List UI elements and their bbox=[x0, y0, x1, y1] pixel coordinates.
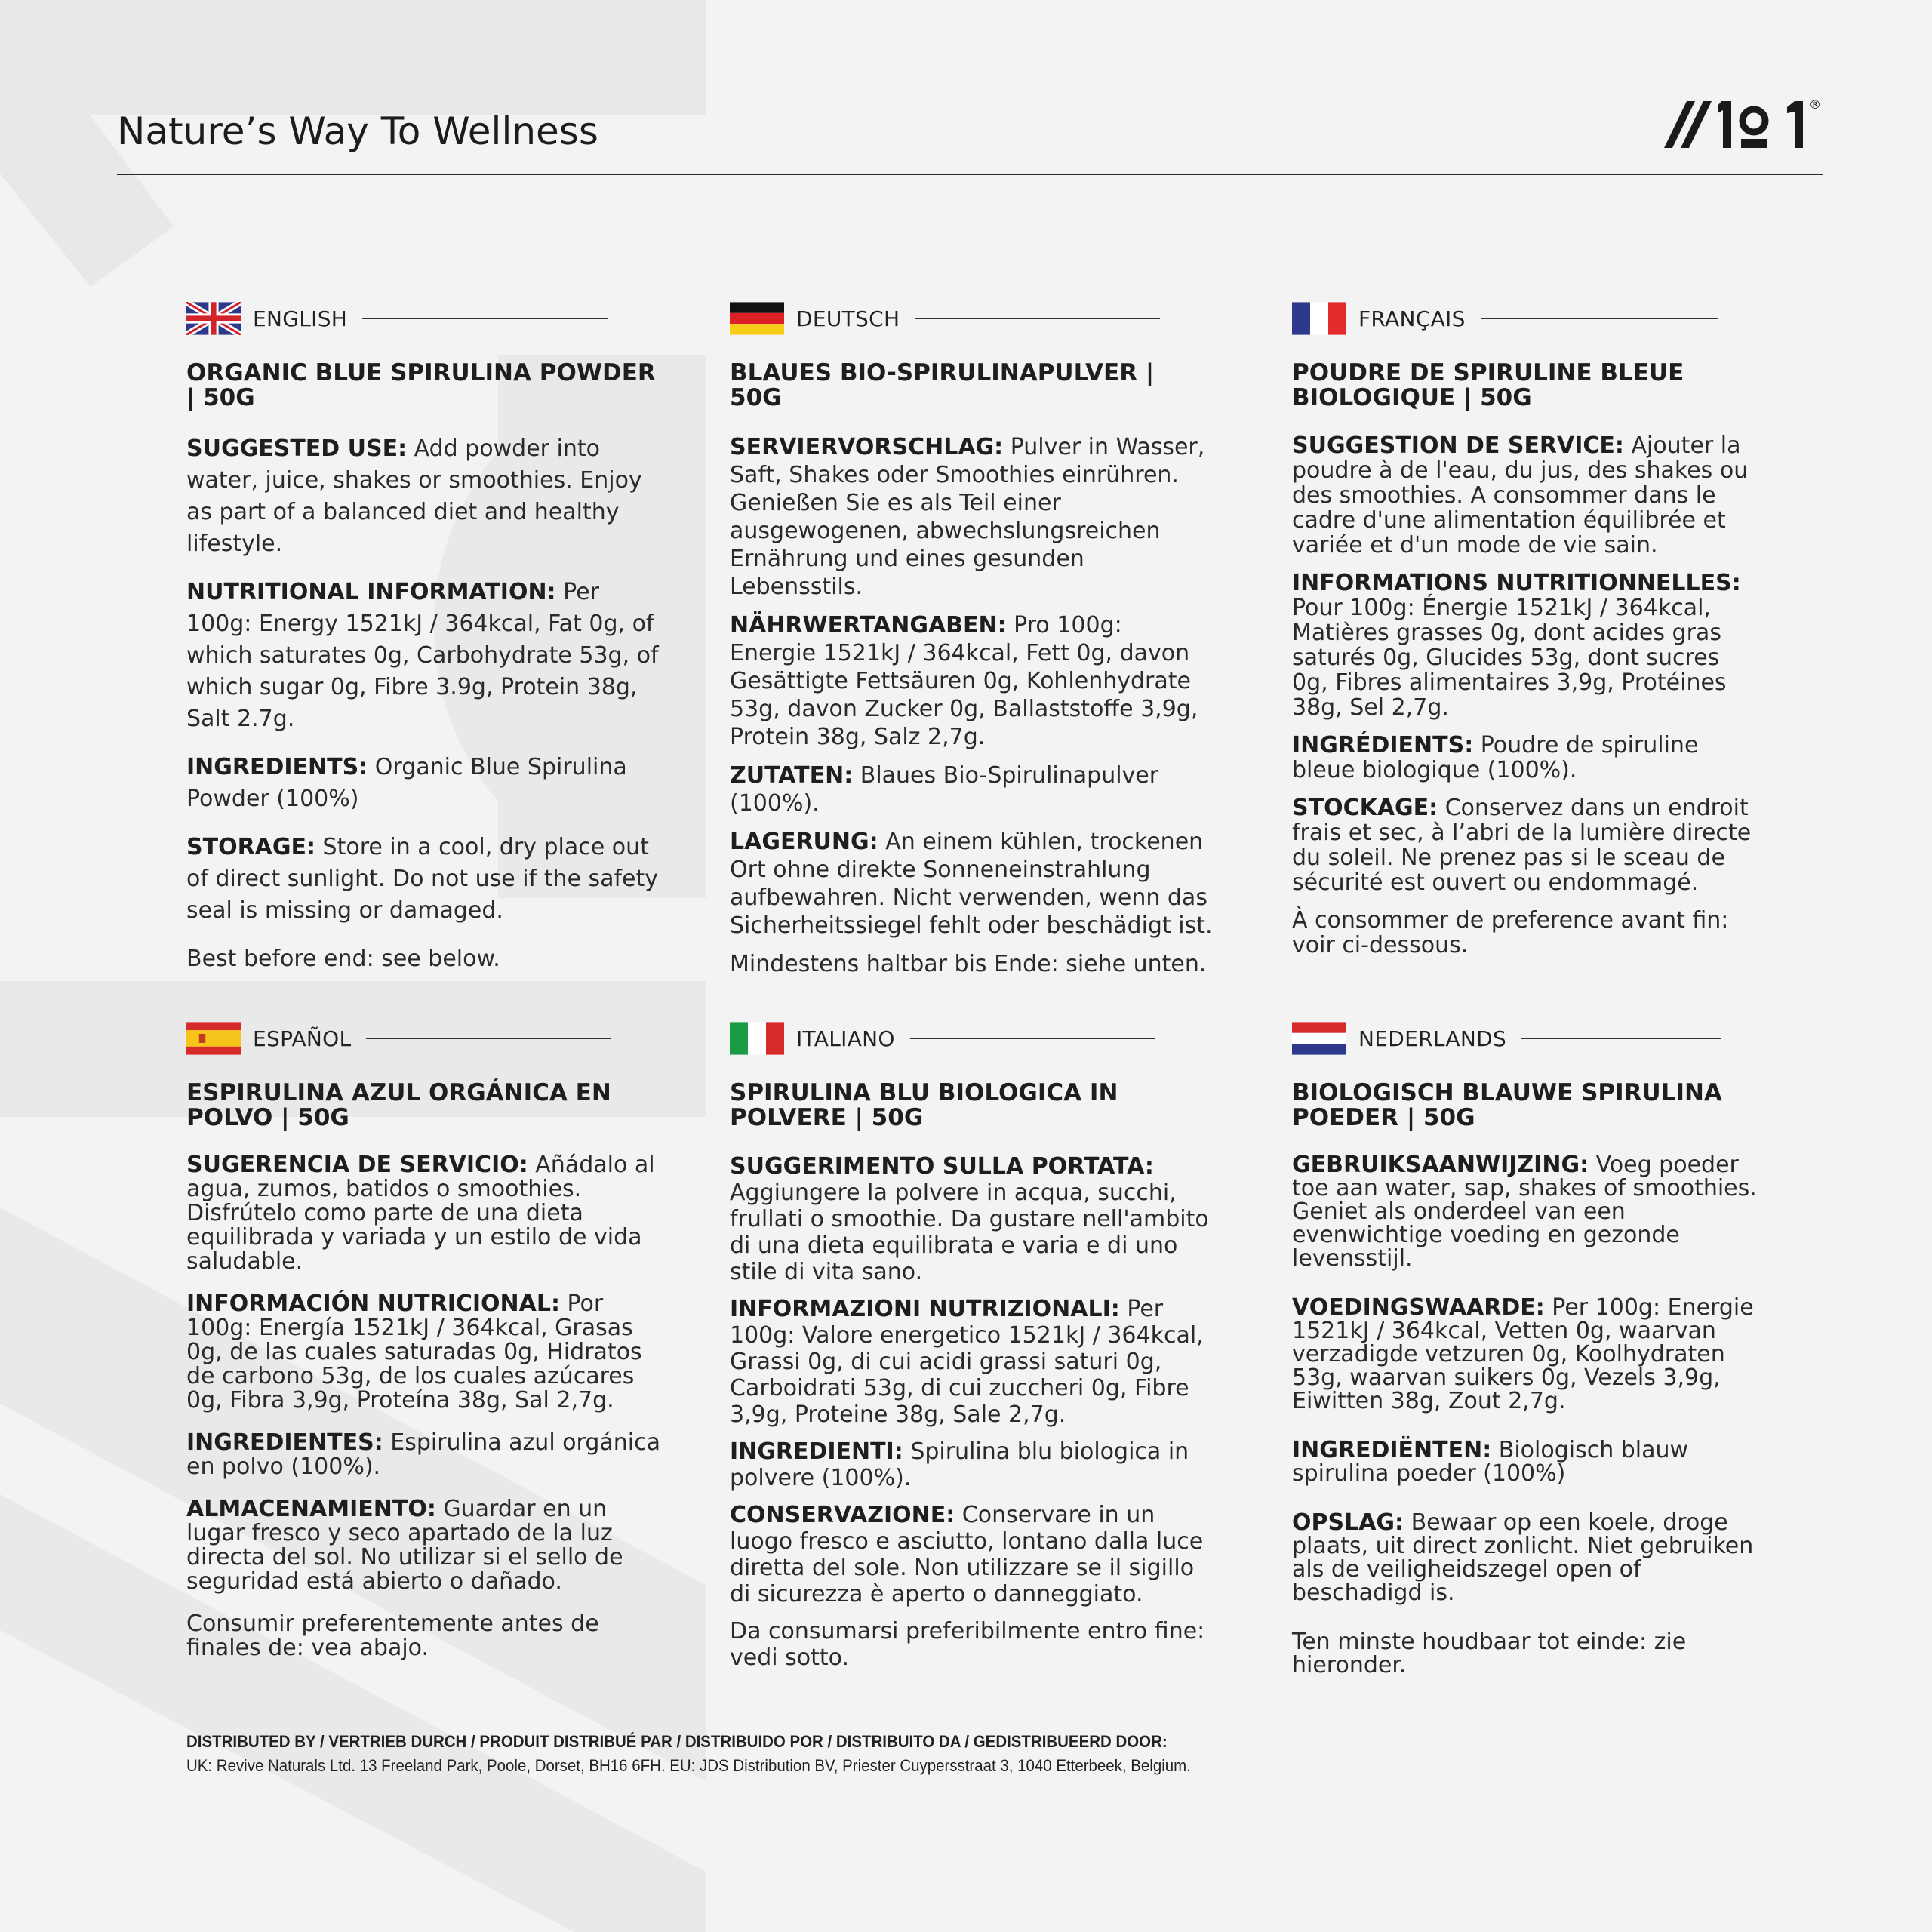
panel-italiano bbox=[730, 1020, 1213, 1687]
ingredients: INGREDIËNTEN: Biologisch blauw spirulina poeder (100%) bbox=[1292, 1437, 1689, 1487]
product-title: POUDRE DE SPIRULINE BLEUE BIOLOGIQUE | 50G bbox=[1292, 359, 1684, 411]
registered-mark: ® bbox=[1809, 97, 1821, 112]
best-before: Best before end: see below. bbox=[186, 946, 500, 972]
language-name: NEDERLANDS bbox=[1358, 1026, 1507, 1051]
language-divider bbox=[910, 1038, 1155, 1039]
storage: STOCKAGE: Conservez dans un endroit frais et sec, à l’abri de la lumière directe du soleil. Ne prenez pas si le sceau de sécurité est ouvert ou endommagé. bbox=[1292, 795, 1752, 896]
storage: LAGERUNG: An einem kühlen, trockenen Ort ohne direkte Sonneneinstrahlung aufbewahren. Nicht verwenden, wenn das Sicherheitssiegel fehlt oder beschädigt ist. bbox=[730, 829, 1213, 939]
product-title: ESPIRULINA AZUL ORGÁNICA EN POLVO | 50G bbox=[186, 1079, 611, 1131]
france-flag-icon bbox=[1292, 302, 1346, 335]
spain-flag-icon bbox=[186, 1022, 241, 1055]
language-header bbox=[730, 300, 1213, 337]
language-name: ENGLISH bbox=[253, 306, 348, 331]
storage: OPSLAG: Bewaar op een koele, droge plaats, uit direct zonlicht. Niet gebruiken als de veiligheidszegel open of beschadigd is. bbox=[1292, 1509, 1754, 1606]
ingredients: INGREDIENTI: Spirulina blu biologica in polvere (100%). bbox=[730, 1438, 1189, 1491]
distribution-info bbox=[186, 1730, 1191, 1778]
page-title: Nature’s Way To Wellness bbox=[117, 109, 598, 153]
best-before: Ten minste houdbaar tot einde: zie hieronder. bbox=[1292, 1629, 1687, 1678]
distribution-address: UK: Revive Naturals Ltd. 13 Freeland Park, Poole, Dorset, BH16 6FH. EU: JDS Distribution BV, Priester Cuypersstraat 3, 1040 Etterbeek, Belgium. bbox=[186, 1756, 1191, 1775]
panel-francais bbox=[1292, 300, 1752, 974]
panel-english bbox=[186, 300, 662, 992]
ingredients: INGRÉDIENTS: Poudre de spiruline bleue biologique (100%). bbox=[1292, 732, 1699, 783]
header-divider bbox=[117, 174, 1823, 175]
product-title: ORGANIC BLUE SPIRULINA POWDER | 50G bbox=[186, 359, 656, 411]
language-divider bbox=[915, 318, 1160, 319]
product-title: BIOLOGISCH BLAUWE SPIRULINA POEDER | 50G bbox=[1292, 1079, 1722, 1131]
best-before: Mindestens haltbar bis Ende: siehe unten. bbox=[730, 951, 1207, 977]
best-before: Consumir preferentemente antes de finales de: vea abajo. bbox=[186, 1611, 599, 1661]
distribution-heading: DISTRIBUTED BY / VERTRIEB DURCH / PRODUIT DISTRIBUÉ PAR / DISTRIBUIDO POR / DISTRIBUITO DA / GEDISTRIBUEERD DOOR: bbox=[186, 1732, 1168, 1751]
suggested-use: SUGERENCIA DE SERVICIO: Añádalo al agua, zumos, batidos o smoothies. Disfrútelo como parte de una dieta equilibrada y variada y un estilo de vida saludable. bbox=[186, 1152, 655, 1275]
panel-deutsch bbox=[730, 300, 1213, 995]
suggested-use: SERVIERVORSCHLAG: Pulver in Wasser, Saft, Shakes oder Smoothies einrühren. Genießen Sie es als Teil einer ausgewogenen, abwechslungsreichen Ernährung und eines gesunden Lebensstils. bbox=[730, 434, 1205, 600]
nutritional-info: INFORMACIÓN NUTRICIONAL: Por 100g: Energía 1521kJ / 364kcal, Grasas 0g, de las cuales saturadas 0g, Hidratos de carbono 53g, de los cuales azúcares 0g, Fibra 3,9g, Proteína 38g, Sal 2,7g. bbox=[186, 1291, 642, 1414]
netherlands-flag-icon bbox=[1292, 1022, 1346, 1055]
language-divider bbox=[1481, 318, 1718, 319]
suggested-use: SUGGERIMENTO SULLA PORTATA: Aggiungere la polvere in acqua, succhi, frullati o smoothie. Da gustare nell'ambito di una dieta equilibrata e varia e di uno stile di vita sano. bbox=[730, 1153, 1209, 1285]
language-divider bbox=[366, 1038, 611, 1039]
uk-flag-icon bbox=[186, 302, 241, 335]
suggested-use: SUGGESTED USE: Add powder into water, juice, shakes or smoothies. Enjoy as part of a balanced diet and healthy lifestyle. bbox=[186, 435, 642, 557]
brand-logo bbox=[1664, 97, 1823, 151]
language-header bbox=[1292, 300, 1752, 337]
italy-flag-icon bbox=[730, 1022, 784, 1055]
storage: ALMACENAMIENTO: Guardar en un lugar fresco y seco apartado de la luz directa del sol. No utilizar si el sello de seguridad está abierto o dañado. bbox=[186, 1496, 623, 1595]
language-name: ESPAÑOL bbox=[253, 1026, 352, 1051]
product-title: SPIRULINA BLU BIOLOGICA IN POLVERE | 50G bbox=[730, 1079, 1118, 1131]
language-header bbox=[1292, 1020, 1764, 1057]
best-before: À consommer de preference avant fin: voir ci-dessous. bbox=[1292, 907, 1729, 958]
product-title: BLAUES BIO-SPIRULINAPULVER | 50G bbox=[730, 359, 1155, 411]
panel-espanol bbox=[186, 1020, 662, 1677]
language-name: FRANÇAIS bbox=[1358, 306, 1466, 331]
language-divider bbox=[362, 318, 608, 319]
best-before: Da consumarsi preferibilmente entro fine: vedi sotto. bbox=[730, 1618, 1205, 1671]
language-name: DEUTSCH bbox=[796, 306, 900, 331]
language-divider bbox=[1521, 1038, 1721, 1039]
language-name: ITALIANO bbox=[796, 1026, 895, 1051]
ingredients: INGREDIENTS: Organic Blue Spirulina Powder (100%) bbox=[186, 754, 627, 812]
storage: STORAGE: Store in a cool, dry place out of direct sunlight. Do not use if the safety seal is missing or damaged. bbox=[186, 834, 659, 924]
language-header bbox=[186, 1020, 662, 1057]
nutritional-info: INFORMATIONS NUTRITIONNELLES: Pour 100g: Énergie 1521kJ / 364kcal, Matières grasses 0g, dont acides gras saturés 0g, Glucides 53g, dont sucres 0g, Fibres alimentaires 3,9g, Protéines 38g, Sel 2,7g. bbox=[1292, 570, 1741, 721]
suggested-use: SUGGESTION DE SERVICE: Ajouter la poudre à de l'eau, du jus, des shakes ou des smoothies. A consommer dans le cadre d'une alimentation équilibrée et variée et d'un mode de vie sain. bbox=[1292, 432, 1749, 558]
language-header bbox=[186, 300, 662, 337]
ingredients: INGREDIENTES: Espirulina azul orgánica en polvo (100%). bbox=[186, 1429, 660, 1480]
nutritional-info: INFORMAZIONI NUTRIZIONALI: Per 100g: Valore energetico 1521kJ / 364kcal, Grassi 0g, di cui acidi grassi saturi 0g, Carboidrati 53g, di cui zuccheri 0g, Fibre 3,9g, Proteine 38g, Sale 2,7g. bbox=[730, 1296, 1204, 1428]
suggested-use: GEBRUIKSAANWIJZING: Voeg poeder toe aan water, sap, shakes of smoothies. Geniet als onderdeel van een evenwichtige voeding en gezonde levensstijl. bbox=[1292, 1152, 1757, 1272]
storage: CONSERVAZIONE: Conservare in un luogo fresco e asciutto, lontano dalla luce diretta del sole. Non utilizzare se il sigillo di sicurezza è aperto o danneggiato. bbox=[730, 1502, 1204, 1607]
nutritional-info: VOEDINGSWAARDE: Per 100g: Energie 1521kJ / 364kcal, Vetten 0g, waarvan verzadigde vetzuren 0g, Koolhydraten 53g, waarvan suikers 0g, Vezels 3,9g, Eiwitten 38g, Zout 2,7g. bbox=[1292, 1294, 1754, 1414]
nutritional-info: NÄHRWERTANGABEN: Pro 100g: Energie 1521kJ / 364kcal, Fett 0g, davon Gesättigte Fettsäuren 0g, Kohlenhydrate 53g, davon Zucker 0g, Ballaststoffe 3,9g, Protein 38g, Salz 2,7g. bbox=[730, 612, 1198, 750]
panel-nederlands bbox=[1292, 1020, 1764, 1694]
germany-flag-icon bbox=[730, 302, 784, 335]
ingredients: ZUTATEN: Blaues Bio-Spirulinapulver (100%). bbox=[730, 762, 1159, 817]
language-header bbox=[730, 1020, 1213, 1057]
nutritional-info: NUTRITIONAL INFORMATION: Per 100g: Energy 1521kJ / 364kcal, Fat 0g, of which saturates 0g, Carbohydrate 53g, of which sugar 0g, Fibre 3.9g, Protein 38g, Salt 2.7g. bbox=[186, 579, 659, 732]
